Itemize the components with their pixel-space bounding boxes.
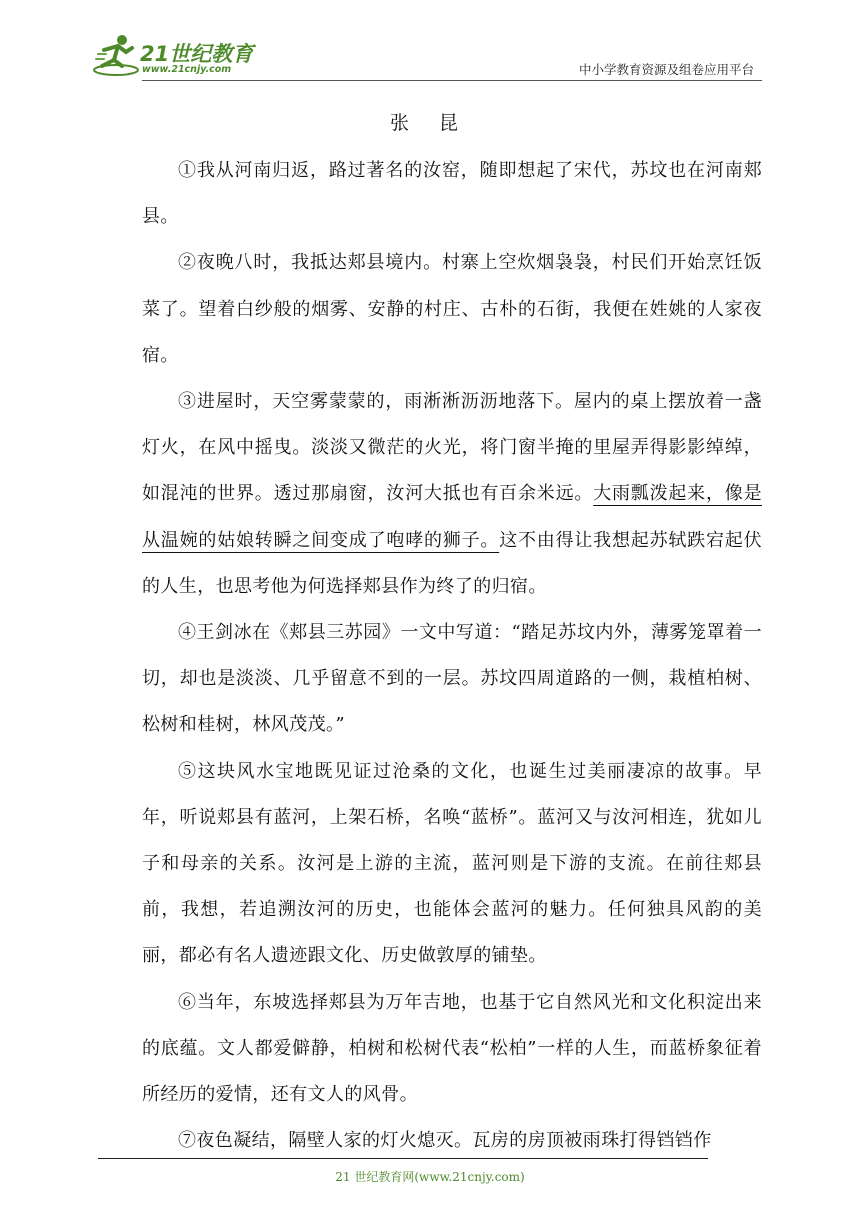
paragraph-1: ①我从河南归返，路过著名的汝窑，随即想起了宋代，苏坟也在河南郏县。 (142, 160, 762, 228)
paragraph-6: ⑥当年，东坡选择郏县为万年吉地，也基于它自然风光和文化积淀出来的底蕴。文人都爱僻静，柏树和松树代表“松柏”一样的人生，而蓝桥象征着所经历的爱情，还有文人的风骨。 (142, 991, 762, 1106)
header-divider (142, 80, 762, 81)
paragraph-3-text-a: ③进屋时，天空雾蒙蒙的，雨淅淅沥沥地落下。屋内的桌上摆放着一盏灯火，在风中摇曳。淡淡又微茫的火光，将门窗半掩的里屋弄得影影绰绰，如混沌的世界。透过那扇窗，汝河大抵也有百余米远。 (142, 391, 762, 505)
paragraph-3 (142, 379, 762, 610)
runner-icon (92, 32, 142, 78)
page-header (92, 30, 762, 82)
paragraph-2: ②夜晚八时，我抵达郏县境内。村寨上空炊烟袅袅，村民们开始烹饪饭菜了。望着白纱般的烟雾、安静的村庄、古朴的石街，我便在姓姚的人家夜宿。 (142, 252, 762, 366)
footer-text: 21 世纪教育网(www.21cnjy.com) (335, 1170, 525, 1184)
article-author: 张 昆 (389, 112, 471, 134)
article-body (142, 148, 762, 1164)
site-logo[interactable] (92, 32, 267, 78)
paragraph-4: ④王剑冰在《郏县三苏园》一文中写道：“踏足苏坟内外，薄雾笼罩着一切，却也是淡淡、几乎留意不到的一层。苏坟四周道路的一侧，栽植柏树、松树和桂树，林风茂茂。” (142, 622, 762, 736)
paragraph-7: ⑦夜色凝结，隔壁人家的灯火熄灭。瓦房的房顶被雨珠打得铛铛作 (178, 1130, 712, 1152)
logo-text: 21世纪教育 (140, 42, 254, 66)
paragraph-3-text-b: 这不由得让我想起苏轼跌宕起伏的人生，也思考他为何选择郏县作为终了的归宿。 (142, 529, 762, 597)
paragraph-5: ⑤这块风水宝地既见证过沧桑的文化，也诞生过美丽凄凉的故事。早年，听说郏县有蓝河，上架石桥，名唤“蓝桥”。蓝河又与汝河相连，犹如儿子和母亲的关系。汝河是上游的主流，蓝河则是下游的支流。在前往郏县前，我想，若追溯汝河的历史，也能体会蓝河的魅力。任何独具风韵的美丽，都必有名人遗迹跟文化、历史做敦厚的铺垫。 (142, 760, 762, 967)
platform-name: 中小学教育资源及组卷应用平台 (578, 62, 754, 77)
logo-url: www.21cnjy.com (142, 64, 232, 75)
footer-divider (98, 1158, 708, 1159)
underlined-sentence: 大雨瓢泼起来，像是从温婉的姑娘转瞬之间变成了咆哮的狮子。 (142, 483, 762, 551)
